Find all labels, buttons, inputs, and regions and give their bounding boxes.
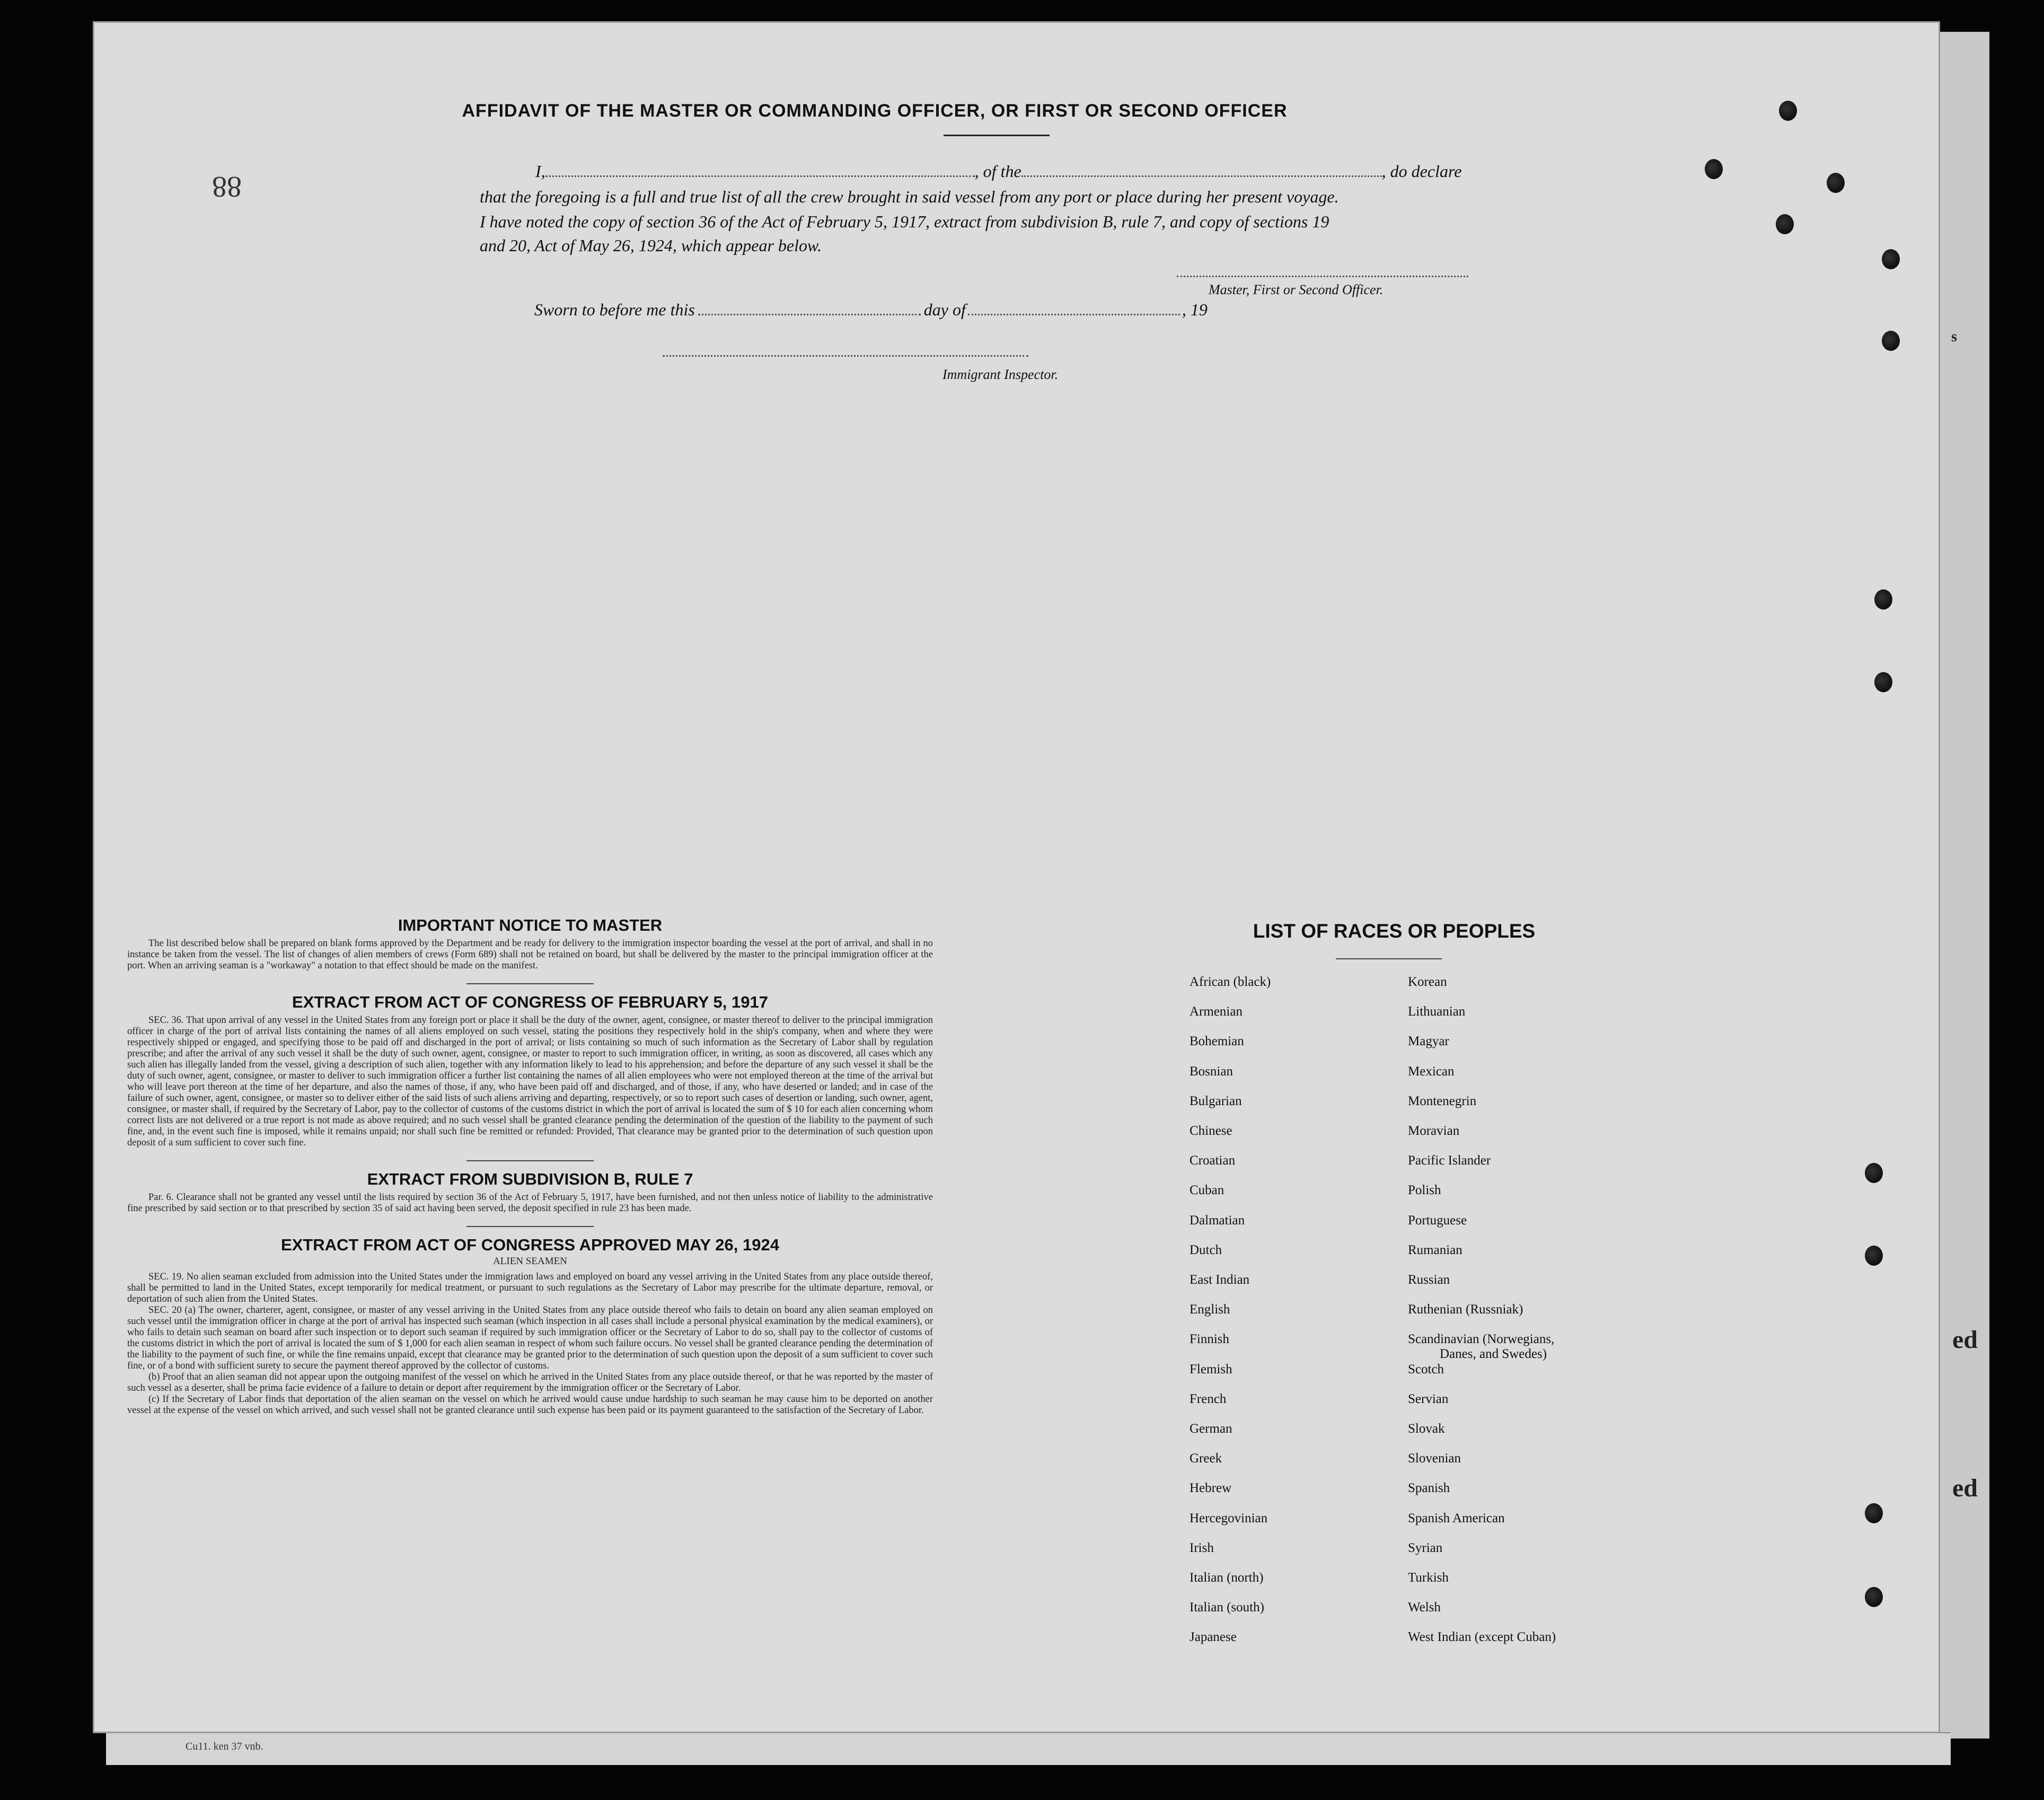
document-page xyxy=(93,21,1940,1733)
extract-1924-sec20b: (b) Proof that an alien seaman did not appear upon the outgoing manifest of the vessel on which he arrived in the United States from any place outside thereof, or that he was reported by the master of such vessel as a deserter, shall be prima facie evidence of a failure to detain or deport after requirement by the immigration officer or the Secretary of Labor. xyxy=(127,1372,933,1393)
race-item: Irish xyxy=(1190,1541,1214,1555)
vessel-blank xyxy=(1021,164,1382,177)
page-number: 88 xyxy=(212,170,242,203)
race-item: German xyxy=(1190,1422,1232,1436)
race-item: Welsh xyxy=(1408,1600,1441,1614)
extract-1924-sec19: SEC. 19. No alien seaman excluded from admission into the United States under the immigration laws and employed on board any vessel arriving in the United States from any place outside thereof, shall be permitted to land in the United States, except temporarily for medical treatment, or pursuant to such regulations as the Secretary of Labor may prescribe for the ultimate departure, removal, or deportation of such alien from the United States. xyxy=(127,1272,933,1304)
extract-1924-sec20a: SEC. 20 (a) The owner, charterer, agent, consignee, or master of any vessel arriving in the United States from any place outside thereof who fails to detain on board any alien seaman employed on such vessel until the immigration officer in charge at the port of arrival has inspected such seaman (which inspection in all cases shall include a personal physical examination by the medical examiners), or who fails to detain such seaman on board after such inspection or to deport such seaman if required by such immigration officer or the Secretary of Labor to do so, shall pay to the collector of customs of the customs district in which the port of arrival is located the sum of $ 1,000 for each alien seaman in respect of whom such failure occurs. No vessel shall be granted clearance pending the determination of the liability to the payment of such fine, or while the fine remains unpaid, except that clearance may be granted prior to the determination of such question upon the deposit of a sum sufficient to cover such fine, or of a bond with sufficient surety to secure the payment thereof approved by the collector of customs. xyxy=(127,1305,933,1371)
punch-hole-icon xyxy=(1874,589,1892,610)
race-item: Greek xyxy=(1190,1451,1222,1466)
sworn-day-blank xyxy=(698,302,921,315)
notices-column xyxy=(127,916,933,1416)
sworn-line xyxy=(534,300,1208,320)
race-item: Montenegrin xyxy=(1408,1094,1477,1108)
race-item: Portuguese xyxy=(1408,1213,1467,1228)
race-item: French xyxy=(1190,1392,1227,1406)
race-item: Mexican xyxy=(1408,1064,1455,1079)
affidavit-line-2: that the foregoing is a full and true list of all the crew brought in said vessel from any port or place during her present voyage. xyxy=(480,187,1339,206)
extract-rule7-title: EXTRACT FROM SUBDIVISION B, RULE 7 xyxy=(367,1170,693,1188)
race-item: Polish xyxy=(1408,1183,1441,1197)
race-item: Croatian xyxy=(1190,1153,1236,1168)
inspector-signature-line xyxy=(663,355,1028,357)
race-item: Finnish xyxy=(1190,1332,1230,1346)
title-rule xyxy=(944,135,1050,136)
affidavit-line-1 xyxy=(535,162,1461,181)
notice-text: The list described below shall be prepared on blank forms approved by the Department and be ready for delivery to the immigration inspector boarding the vessel at the port of arrival, and shall in no instance be taken from the vessel. The list of changes of alien members of crews (Form 689) shall not be retained on board, but shall be delivered by the master to the principal immigration officer at the port. When an arriving seaman is a "workaway" a notation to that effect should be made on the manifest. xyxy=(127,938,933,971)
punch-hole-icon xyxy=(1865,1503,1883,1523)
race-item: Rumanian xyxy=(1408,1243,1462,1257)
race-item: Hebrew xyxy=(1190,1481,1232,1495)
race-item: English xyxy=(1190,1302,1230,1317)
punch-hole-icon xyxy=(1865,1246,1883,1266)
sworn-month-blank xyxy=(968,302,1180,315)
race-item: Moravian xyxy=(1408,1124,1460,1138)
race-item: Dutch xyxy=(1190,1243,1222,1257)
bottom-sheet-edge xyxy=(106,1732,1951,1765)
sworn-day-of: day of xyxy=(923,300,966,319)
section-divider xyxy=(466,1160,594,1161)
race-item: Dalmatian xyxy=(1190,1213,1245,1228)
race-item: Bosnian xyxy=(1190,1064,1233,1079)
extract-1924-sec20c: (c) If the Secretary of Labor finds that deportation of the alien seaman on the vessel on which he arrived would cause undue hardship to such seaman he may cause him to be deported on another vessel at the expense of the vessel on which arrived, and such vessel shall not be granted clearance until such expense has been paid or its payment guaranteed to the satisfaction of the Secretary of Labor. xyxy=(127,1394,933,1416)
race-item: Magyar xyxy=(1408,1034,1449,1048)
extract-1917-title: EXTRACT FROM ACT OF CONGRESS OF FEBRUARY 5, 1917 xyxy=(292,993,768,1011)
edge-fragment: s xyxy=(1951,329,1957,345)
races-title: LIST OF RACES OR PEOPLES xyxy=(1253,920,1536,942)
race-item: Ruthenian (Russniak) xyxy=(1408,1302,1523,1317)
punch-hole-icon xyxy=(1705,159,1723,179)
race-item: Italian (north) xyxy=(1190,1570,1264,1585)
race-item: Pacific Islander xyxy=(1408,1153,1491,1168)
race-item: Korean xyxy=(1408,975,1447,989)
affidavit-line-3: I have noted the copy of section 36 of the Act of February 5, 1917, extract from subdivision B, rule 7, and copy of sections 19 xyxy=(480,212,1329,231)
extract-1924-title: EXTRACT FROM ACT OF CONGRESS APPROVED MAY 26, 1924 xyxy=(281,1236,779,1254)
race-item: Bulgarian xyxy=(1190,1094,1242,1108)
punch-hole-icon xyxy=(1827,173,1845,193)
race-item: Armenian xyxy=(1190,1004,1243,1019)
race-item: Turkish xyxy=(1408,1570,1449,1585)
punch-hole-icon xyxy=(1779,101,1797,121)
extract-1917-text: SEC. 36. That upon arrival of any vessel in the United States from any foreign port or place it shall be the duty of the owner, agent, consignee, or master thereof to deliver to the principal immigration officer in charge of the port of arrival lists containing the names of all aliens employed on such vessel, stating the positions they respectively hold in the ship's company, when and where they were respectively shipped or engaged, and specifying those to be paid off and discharged in the port of arrival; or lists containing so much of such information as the Secretary of Labor shall by regulation prescribe; and after the arrival of any such vessel it shall be the duty of such owner, agent, consignee, or master to report to such immigration officer, in writing, as soon as discovered, all cases which any such alien has illegally landed from the vessel, giving a description of such alien, together with any information likely to lead to his apprehension; and before the departure of any such vessel it shall be the duty of such owner, agent, consignee, or master to deliver to such immigration officer a further list containing the names of all alien employees who were not employed thereon at the time of the arrival but who will leave port thereon at the time of her departure, and also the names of those, if any, who have been paid off and discharged, and of those, if any, who have deserted or landed; and in case of the failure of such owner, agent, consignee, or master so to deliver either of the said lists of such aliens arriving and departing, respectively, or so to report such cases of desertion or landing, such owner, agent, consignee, or master shall, if required by the Secretary of Labor, pay to the collector of customs of the customs district in which the port of arrival is located the sum of $ 10 for each alien concerning whom correct lists are not delivered or a true report is not made as above required; and no such vessel shall be granted clearance pending the determination of the question of the liability to the payment of such fine, and, in the event such fine is imposed, while it remains unpaid; nor shall such fine be remitted or refunded: Provided, That clearance may be granted prior to the determination of such question upon deposit of a sum sufficient to cover such fine. xyxy=(127,1015,933,1148)
race-item: Lithuanian xyxy=(1408,1004,1466,1019)
punch-hole-icon xyxy=(1882,331,1900,351)
section-divider xyxy=(466,1226,594,1227)
name-blank xyxy=(545,164,975,177)
race-item: Servian xyxy=(1408,1392,1449,1406)
punch-hole-icon xyxy=(1865,1163,1883,1183)
punch-hole-icon xyxy=(1882,249,1900,269)
extract-1924-subtitle: ALIEN SEAMEN xyxy=(493,1256,567,1267)
affidavit-line-4: and 20, Act of May 26, 1924, which appear below. xyxy=(480,236,822,255)
affidavit-title: AFFIDAVIT OF THE MASTER OR COMMANDING OFFICER, OR FIRST OR SECOND OFFICER xyxy=(462,101,1288,121)
notice-title: IMPORTANT NOTICE TO MASTER xyxy=(398,916,663,934)
race-item: Spanish American xyxy=(1408,1511,1505,1525)
race-item: Slovak xyxy=(1408,1422,1445,1436)
race-item: Bohemian xyxy=(1190,1034,1244,1048)
race-item: Japanese xyxy=(1190,1630,1237,1644)
punch-hole-icon xyxy=(1874,672,1892,692)
race-item: Russian xyxy=(1408,1273,1450,1287)
master-signature-line xyxy=(1177,276,1468,277)
inspector-signature-label: Immigrant Inspector. xyxy=(942,367,1059,382)
race-item: Flemish xyxy=(1190,1362,1232,1377)
sworn-year: , 19 xyxy=(1182,300,1208,319)
race-item: Italian (south) xyxy=(1190,1600,1264,1614)
races-title-rule xyxy=(1336,958,1442,959)
printer-imprint: Cu11. ken 37 vnb. xyxy=(186,1741,263,1752)
race-item: Chinese xyxy=(1190,1124,1232,1138)
race-item: Scotch xyxy=(1408,1362,1444,1377)
race-item: Syrian xyxy=(1408,1541,1443,1555)
affidavit-i: I, xyxy=(535,162,545,181)
race-item: African (black) xyxy=(1190,975,1271,989)
edge-fragment: ed xyxy=(1952,1474,1978,1502)
race-item: Scandinavian (Norwegians, xyxy=(1408,1332,1555,1346)
extract-rule7-text: Par. 6. Clearance shall not be granted any vessel until the lists required by section 36 of the Act of February 5, 1917, have been furnished, and not then unless notice of liability to the administrative fine prescribed by said section or to that prescribed by section 35 of said act having been served, the deposit specified in rule 23 has been made. xyxy=(127,1192,933,1214)
edge-fragment: ed xyxy=(1952,1326,1978,1354)
race-item: Cuban xyxy=(1190,1183,1224,1197)
race-item: Danes, and Swedes) xyxy=(1440,1347,1547,1361)
affidavit-declare: , do declare xyxy=(1381,162,1462,181)
affidavit-of-the: , of the xyxy=(974,162,1021,181)
race-item: East Indian xyxy=(1190,1273,1250,1287)
master-signature-label: Master, First or Second Officer. xyxy=(1209,282,1384,297)
punch-hole-icon xyxy=(1865,1587,1883,1607)
punch-hole-icon xyxy=(1776,214,1794,234)
race-item: Slovenian xyxy=(1408,1451,1461,1466)
race-item: Hercegovinian xyxy=(1190,1511,1268,1525)
section-divider xyxy=(466,983,594,984)
race-item: West Indian (except Cuban) xyxy=(1408,1630,1556,1644)
sworn-prefix: Sworn to before me this xyxy=(534,300,695,319)
race-item: Spanish xyxy=(1408,1481,1450,1495)
